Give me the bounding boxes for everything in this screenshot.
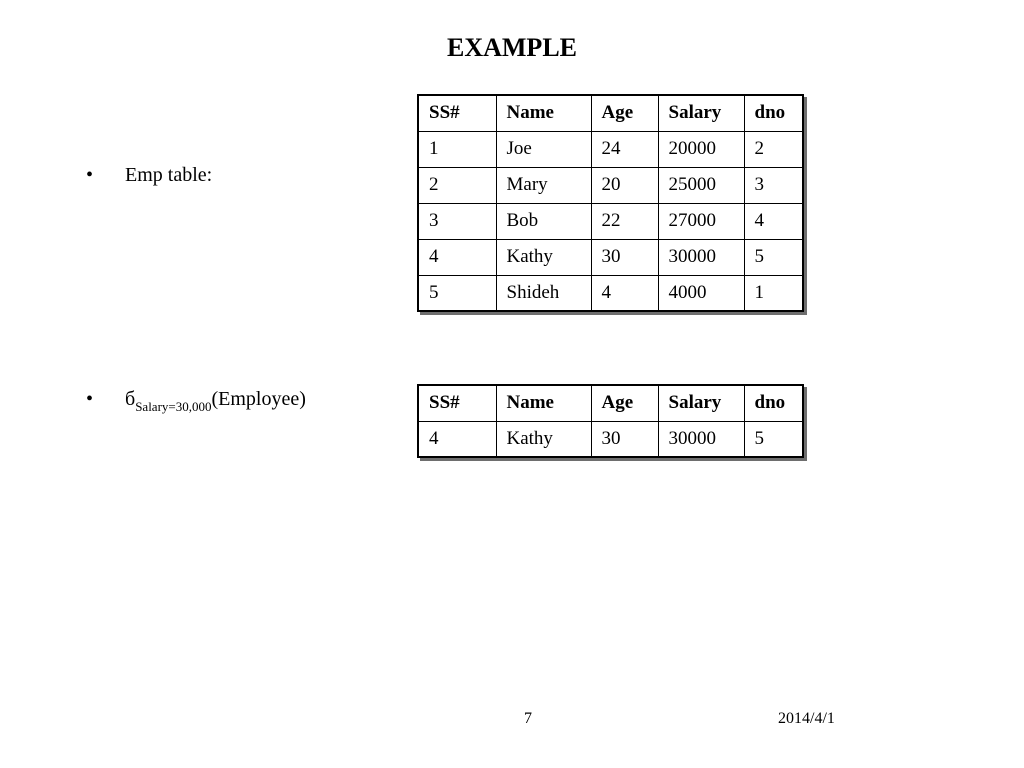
cell-ss: 5 [418, 275, 496, 311]
cell-ss: 4 [418, 421, 496, 457]
column-header-dno: dno [744, 385, 803, 421]
slide-date: 2014/4/1 [778, 710, 835, 727]
selection-relation: (Employee) [211, 388, 306, 410]
cell-ss: 2 [418, 167, 496, 203]
cell-dno: 5 [744, 239, 803, 275]
cell-name: Joe [496, 131, 591, 167]
table-row [418, 131, 803, 167]
column-header-age: Age [591, 95, 658, 131]
table-row [418, 203, 803, 239]
column-header-ss: SS# [418, 95, 496, 131]
cell-age: 20 [591, 167, 658, 203]
table-header-row [418, 95, 803, 131]
cell-age: 22 [591, 203, 658, 239]
cell-salary: 30000 [658, 421, 744, 457]
bullet-text: Emp table: [125, 164, 213, 186]
column-header-ss: SS# [418, 385, 496, 421]
column-header-name: Name [496, 95, 591, 131]
cell-age: 30 [591, 421, 658, 457]
cell-salary: 27000 [658, 203, 744, 239]
cell-dno: 1 [744, 275, 803, 311]
cell-age: 4 [591, 275, 658, 311]
cell-salary: 20000 [658, 131, 744, 167]
selection-condition: Salary=30,000 [135, 399, 212, 414]
column-header-age: Age [591, 385, 658, 421]
table-row [418, 421, 803, 457]
table-row [418, 275, 803, 311]
bullet-symbol: • [86, 164, 94, 186]
selection-operator: б [125, 388, 136, 410]
cell-name: Kathy [496, 239, 591, 275]
cell-salary: 25000 [658, 167, 744, 203]
column-header-dno: dno [744, 95, 803, 131]
page-number: 7 [524, 710, 532, 727]
column-header-salary: Salary [658, 95, 744, 131]
column-header-name: Name [496, 385, 591, 421]
result-table [417, 384, 804, 458]
table-header-row [418, 385, 803, 421]
slide-title: EXAMPLE [447, 33, 577, 62]
emp-table [417, 94, 804, 312]
cell-ss: 3 [418, 203, 496, 239]
cell-name: Bob [496, 203, 591, 239]
cell-dno: 4 [744, 203, 803, 239]
column-header-salary: Salary [658, 385, 744, 421]
cell-salary: 4000 [658, 275, 744, 311]
cell-dno: 3 [744, 167, 803, 203]
cell-dno: 2 [744, 131, 803, 167]
table-row [418, 239, 803, 275]
cell-dno: 5 [744, 421, 803, 457]
cell-name: Shideh [496, 275, 591, 311]
cell-age: 24 [591, 131, 658, 167]
bullet-emp-table [86, 161, 212, 189]
table-row [418, 167, 803, 203]
cell-ss: 1 [418, 131, 496, 167]
cell-name: Kathy [496, 421, 591, 457]
cell-salary: 30000 [658, 239, 744, 275]
bullet-symbol: • [86, 388, 94, 410]
cell-ss: 4 [418, 239, 496, 275]
cell-name: Mary [496, 167, 591, 203]
bullet-selection-expression [86, 385, 306, 413]
cell-age: 30 [591, 239, 658, 275]
